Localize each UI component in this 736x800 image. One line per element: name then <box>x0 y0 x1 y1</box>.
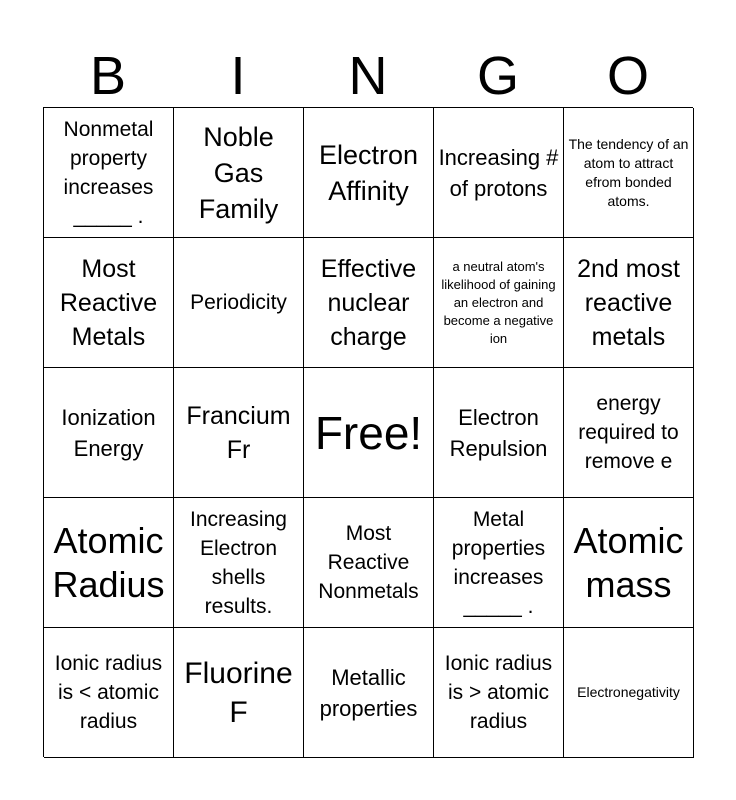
bingo-cell[interactable] <box>434 368 564 498</box>
cell-text: Ionization Energy <box>61 404 156 461</box>
cell-text: Electronegativity <box>577 684 680 700</box>
cell-text: Increasing Electron shells results. <box>190 507 287 618</box>
bingo-cell[interactable] <box>434 498 564 628</box>
bingo-cell[interactable] <box>304 238 434 368</box>
cell-text: Electron Repulsion <box>449 404 548 461</box>
cell-text: Effective nuclear charge <box>320 254 417 351</box>
cell-text: Most Reactive Metals <box>59 254 158 351</box>
cell-text: Noble Gas Family <box>198 121 279 224</box>
header-letter-g: G <box>476 46 519 106</box>
header-letter-i: I <box>230 46 246 106</box>
header-letter-o: O <box>606 46 649 106</box>
bingo-cell[interactable] <box>564 368 694 498</box>
bingo-cell[interactable] <box>564 108 694 238</box>
cell-text: Ionic radius is > atomic radius <box>444 652 553 733</box>
bingo-cell[interactable] <box>174 238 304 368</box>
bingo-cell[interactable] <box>434 108 564 238</box>
cell-text: Francium Fr <box>186 401 291 464</box>
bingo-cell[interactable] <box>44 498 174 628</box>
cell-text: energy required to remove e <box>578 392 679 473</box>
bingo-cell[interactable] <box>564 628 694 758</box>
bingo-cell[interactable] <box>304 498 434 628</box>
cell-text: Electron Affinity <box>318 139 419 206</box>
bingo-cell[interactable] <box>44 368 174 498</box>
cell-text: Free! <box>314 406 423 459</box>
bingo-cell[interactable] <box>44 108 174 238</box>
cell-text: Fluorine F <box>184 656 293 729</box>
bingo-cell[interactable] <box>564 498 694 628</box>
bingo-cell[interactable] <box>44 238 174 368</box>
cell-text: Periodicity <box>190 291 287 314</box>
bingo-cell[interactable] <box>174 498 304 628</box>
cell-text: The tendency of an atom to attract efrom bonded atoms. <box>568 135 689 209</box>
bingo-cell[interactable] <box>434 628 564 758</box>
cell-text: Most Reactive Nonmetals <box>318 522 419 603</box>
cell-text: Atomic mass <box>573 519 684 605</box>
bingo-cell[interactable] <box>434 238 564 368</box>
header-letter-n: N <box>348 46 388 106</box>
cell-text: 2nd most reactive metals <box>577 254 680 351</box>
bingo-cell[interactable] <box>174 368 304 498</box>
bingo-cell[interactable] <box>304 108 434 238</box>
cell-text: Metal properties increases _____ . <box>451 507 546 618</box>
cell-text: Metallic properties <box>319 664 418 721</box>
cell-text: Atomic Radius <box>52 519 165 605</box>
bingo-cell[interactable] <box>564 238 694 368</box>
header-letter-b: B <box>89 46 127 106</box>
bingo-cell-free-space[interactable] <box>304 368 434 498</box>
bingo-cell[interactable] <box>304 628 434 758</box>
cell-text: a neutral atom's likelihood of gaining an electron and become a negative ion <box>441 258 556 346</box>
bingo-cell[interactable] <box>174 628 304 758</box>
bingo-header <box>43 44 693 108</box>
bingo-cell[interactable] <box>44 628 174 758</box>
bingo-cell[interactable] <box>174 108 304 238</box>
cell-text: Ionic radius is < atomic radius <box>54 652 163 733</box>
bingo-card-grid <box>43 107 693 757</box>
cell-text: Nonmetal property increases _____ . <box>63 117 154 228</box>
cell-text: Increasing # of protons <box>438 144 559 201</box>
